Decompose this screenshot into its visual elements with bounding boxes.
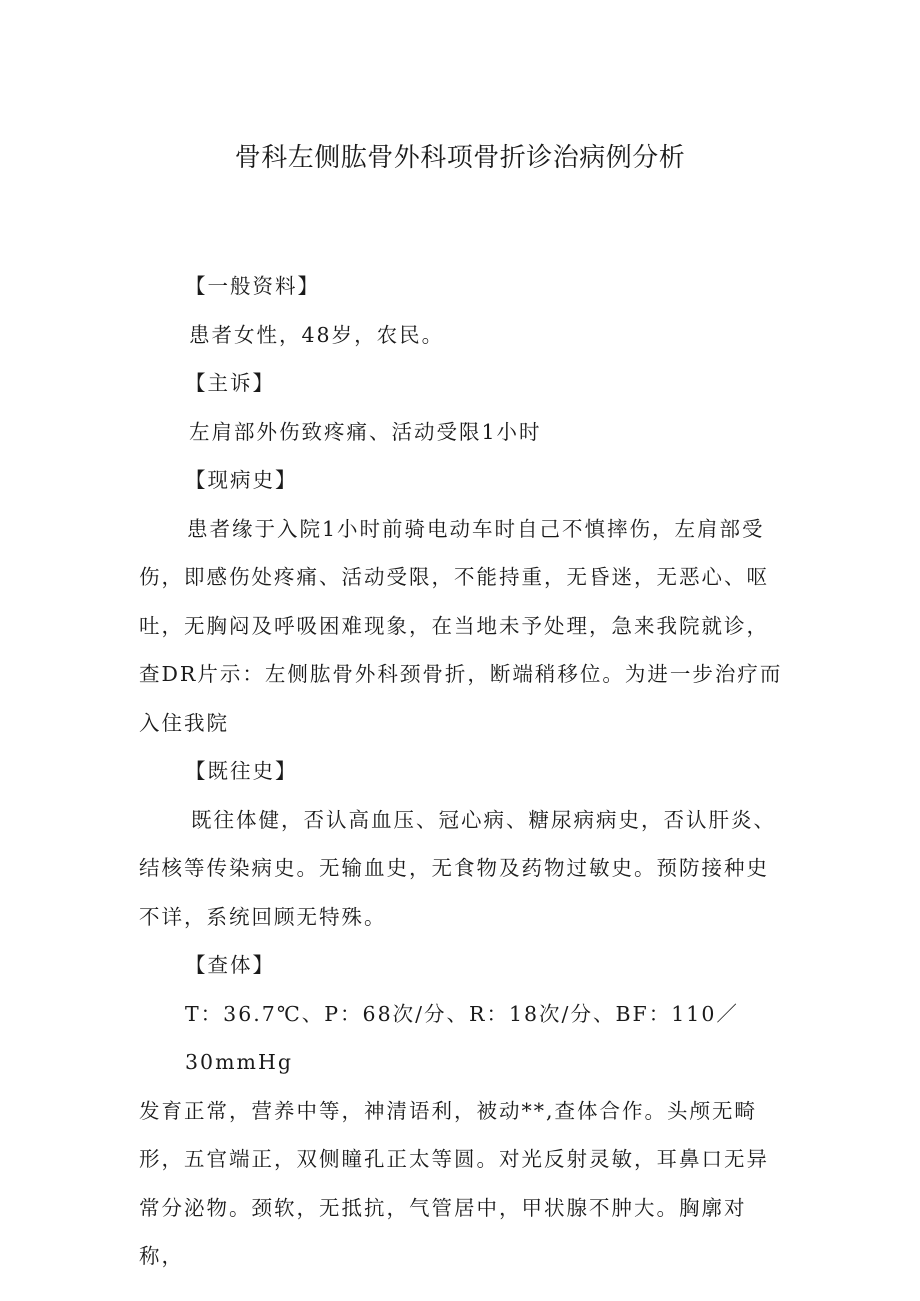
section-heading-history: 【现病史】 [185, 468, 298, 492]
document-title: 骨科左侧肱骨外科项骨折诊治病例分析 [234, 143, 686, 173]
exam-vitals-line: T：36.7℃、P：68次/分、R：18次/分、BF：110／30mmHg [185, 1001, 739, 1074]
section-heading-past-history: 【既往史】 [185, 759, 298, 783]
complaint-text: 左肩部外伤致疼痛、活动受限1小时 [189, 419, 542, 444]
section-heading-complaint: 【主诉】 [185, 371, 275, 395]
section-heading-exam: 【查体】 [185, 953, 275, 977]
section-heading-general: 【一般资料】 [185, 274, 320, 298]
exam-paragraph: 发育正常，营养中等，神清语利，被动**,查体合作。头颅无畸形，五官端正，双侧瞳孔正太等圆。对光反射灵敏，耳鼻口无异常分泌物。颈软，无抵抗，气管居中，甲状腺不肿大。胸廓对称， [139, 1098, 769, 1268]
general-info-text: 患者女性，48岁，农民。 [189, 322, 445, 347]
history-paragraph: 患者缘于入院1小时前骑电动车时自己不慎摔伤，左肩部受伤，即感伤处疼痛、活动受限，不能持重，无昏迷，无恶心、呕吐，无胸闷及呼吸困难现象，在当地未予处理，急来我院就诊，查DR片示：左侧肱骨外科颈骨折，断端稍移位。为进一步治疗而入住我院 [139, 516, 783, 735]
past-history-paragraph: 既往体健，否认高血压、冠心病、糖尿病病史，否认肝炎、结核等传染病史。无输血史，无食物及药物过敏史。预防接种史不详，系统回顾无特殊。 [139, 807, 776, 929]
document-body [139, 262, 789, 1281]
